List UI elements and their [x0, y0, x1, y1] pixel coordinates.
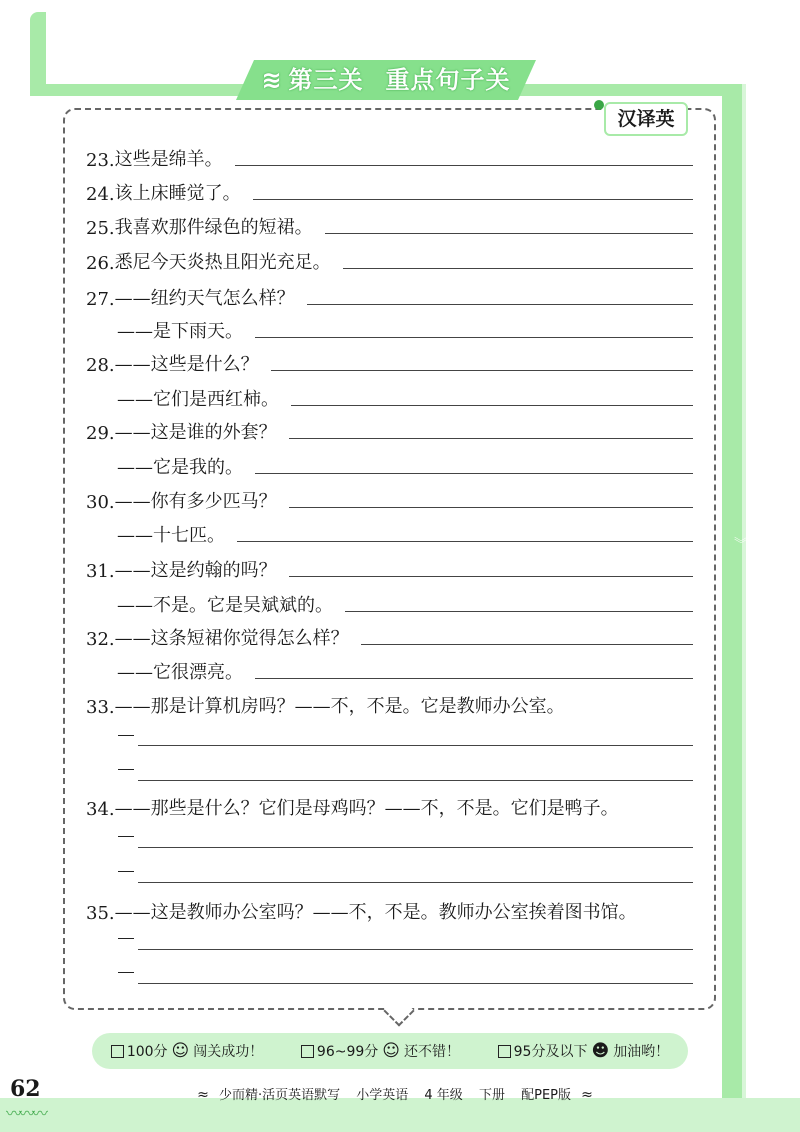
item-text: 这些是绵羊。 [114, 149, 223, 170]
footer-subject: 小学英语 [356, 1088, 409, 1103]
item-number: 31. [86, 561, 115, 582]
dash-marker [118, 836, 134, 837]
dash-marker [118, 972, 134, 973]
item-text: ——纽约天气怎么样？ [114, 288, 295, 309]
answer-blank[interactable] [138, 780, 693, 781]
item-number: 24. [86, 184, 115, 205]
score-comment: 闯关成功！ [193, 1044, 264, 1060]
answer-blank[interactable] [138, 983, 693, 984]
item-text: ——这些是什么？ [114, 354, 259, 375]
item-number: 28. [86, 355, 115, 376]
answer-blank[interactable] [253, 198, 693, 200]
exercise-line [86, 175, 693, 205]
item-text: ——是下雨天。 [117, 321, 243, 342]
footer-edition: 配PEP版 [521, 1088, 572, 1103]
answer-blank[interactable] [289, 506, 693, 508]
answer-blank[interactable] [138, 882, 693, 883]
title-level: 第三关 [288, 66, 364, 94]
answer-blank[interactable] [307, 303, 693, 305]
score-checkbox[interactable] [301, 1045, 314, 1058]
dash-marker [118, 871, 134, 872]
answer-blank[interactable] [343, 267, 693, 269]
score-comment: 还不错！ [404, 1044, 460, 1060]
exercise-line [86, 894, 693, 924]
item-text: ——那些是什么？它们是母鸡吗？——不，不是。它们是鸭子。 [114, 798, 619, 819]
item-text: ——它是我的。 [117, 457, 243, 478]
item-text: ——十七匹。 [117, 525, 225, 546]
footer-series: 少而精·活页英语默写 [218, 1088, 341, 1103]
exercise-line [86, 141, 693, 171]
answer-blank[interactable] [271, 369, 693, 371]
cheer-face-icon: ☻ [591, 1041, 610, 1061]
exercise-line [86, 483, 693, 513]
footer-grade: 4 年级 [424, 1088, 463, 1103]
item-number: 29. [86, 423, 115, 444]
item-number: 25. [86, 218, 115, 239]
item-text: ——不是。它是吴斌斌的。 [117, 595, 333, 616]
exercise-line [86, 244, 693, 274]
item-text: 悉尼今天炎热且阳光充足。 [114, 252, 331, 273]
item-number: 30. [86, 492, 115, 513]
bottom-band [0, 1098, 800, 1132]
exercise-line [86, 517, 693, 547]
title-topic: 重点句子关 [385, 66, 511, 94]
answer-blank[interactable] [325, 232, 693, 234]
score-bar [92, 1033, 688, 1069]
exercise-line [86, 620, 693, 650]
item-number: 35. [86, 903, 115, 924]
item-number: 33. [86, 697, 115, 718]
answer-blank[interactable] [361, 643, 693, 645]
item-text: ——它很漂亮。 [117, 662, 243, 683]
answer-blank[interactable] [289, 437, 693, 439]
wave-icon: ≈ [581, 1087, 593, 1103]
tag-dot [594, 100, 604, 110]
exercise-line [86, 381, 693, 411]
wave-icon: ≈ [197, 1087, 209, 1103]
wave-decoration-icon: 〰〰〰 [6, 1104, 46, 1123]
score-checkbox[interactable] [111, 1045, 124, 1058]
page-number: 62 [10, 1076, 41, 1102]
chevron-down-icon: ︾ [734, 537, 748, 553]
dash-marker [118, 938, 134, 939]
exercise-line [86, 587, 693, 617]
page-title [236, 60, 536, 100]
exercise-line [86, 790, 693, 820]
dash-marker [118, 735, 134, 736]
item-number: 26. [86, 253, 115, 274]
wave-icon: ≋ [261, 66, 283, 94]
item-text: 该上床睡觉了。 [114, 183, 241, 204]
footer [180, 1084, 610, 1103]
answer-blank[interactable] [289, 575, 693, 577]
item-text: ——那是计算机房吗？——不，不是。它是教师办公室。 [114, 696, 565, 717]
footer-volume: 下册 [478, 1088, 505, 1103]
item-text: ——这是约翰的吗？ [114, 560, 277, 581]
score-comment: 加油哟！ [613, 1044, 670, 1060]
item-number: 27. [86, 289, 115, 310]
score-option [111, 1041, 263, 1061]
exercise-line [86, 313, 693, 343]
section-tag: 汉译英 [604, 102, 688, 136]
exercise-line [86, 552, 693, 582]
exercise-line [86, 688, 693, 718]
exercise-line [86, 346, 693, 376]
item-number: 32. [86, 629, 115, 650]
item-text: ——这条短裙你觉得怎么样？ [114, 628, 349, 649]
dash-marker [118, 769, 134, 770]
answer-blank[interactable] [138, 847, 693, 848]
score-checkbox[interactable] [498, 1045, 511, 1058]
frame-decoration [742, 84, 746, 1132]
item-text: 我喜欢那件绿色的短裙。 [114, 217, 313, 238]
smile-face-icon: ☺ [382, 1041, 400, 1061]
answer-blank[interactable] [138, 745, 693, 746]
answer-blank[interactable] [138, 949, 693, 950]
answer-blank[interactable] [255, 472, 693, 474]
answer-blank[interactable] [255, 336, 693, 338]
exercise-line [86, 209, 693, 239]
answer-blank[interactable] [345, 610, 693, 612]
happy-face-icon: ☺ [171, 1041, 190, 1061]
score-label: 96~99分 [316, 1044, 379, 1060]
score-option [301, 1041, 460, 1061]
item-text: ——你有多少匹马？ [114, 491, 277, 512]
exercise-line [86, 449, 693, 479]
item-number: 23. [86, 150, 115, 171]
answer-blank[interactable] [255, 677, 693, 679]
exercise-line [86, 414, 693, 444]
exercise-line [86, 654, 693, 684]
score-option [498, 1041, 670, 1061]
item-text: ——这是教师办公室吗？——不，不是。教师办公室挨着图书馆。 [114, 902, 637, 923]
score-label: 95分及以下 [513, 1044, 588, 1060]
score-label: 100分 [126, 1044, 168, 1060]
answer-blank[interactable] [235, 164, 693, 166]
item-text: ——这是谁的外套？ [114, 422, 277, 443]
item-text: ——它们是西红柿。 [117, 389, 279, 410]
exercise-line [86, 280, 693, 310]
answer-blank[interactable] [291, 404, 693, 406]
answer-blank[interactable] [237, 540, 693, 542]
item-number: 34. [86, 799, 115, 820]
